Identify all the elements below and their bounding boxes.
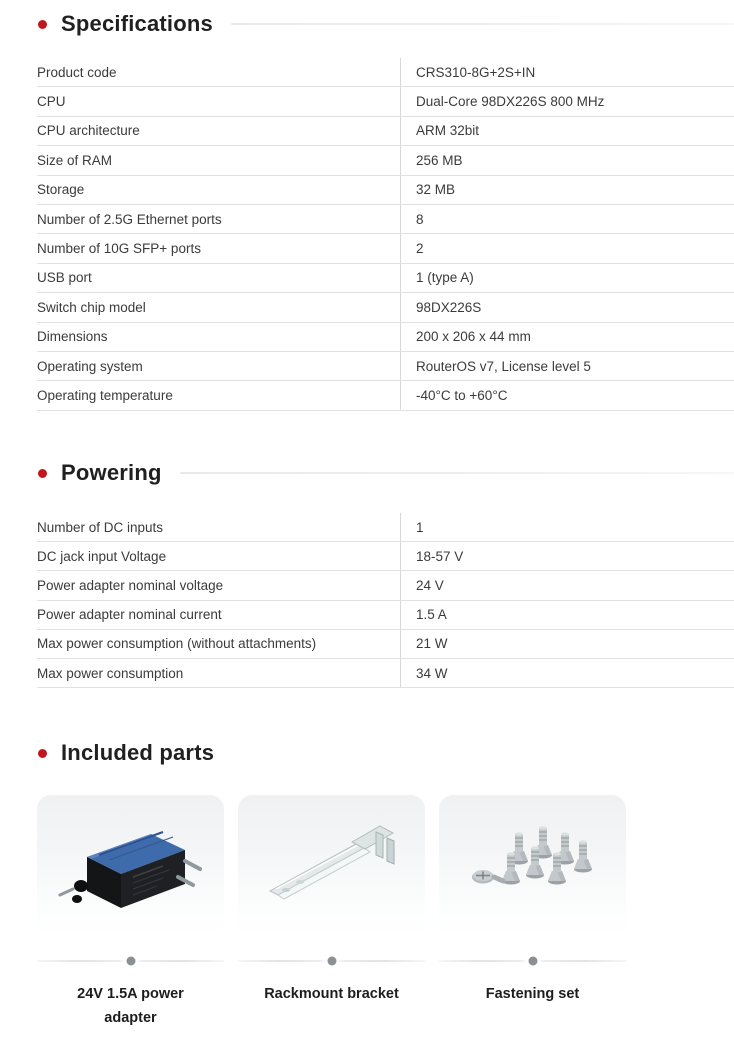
- spec-row: [37, 264, 734, 293]
- spec-row: [37, 293, 734, 322]
- spec-label: Number of DC inputs: [37, 519, 164, 535]
- spec-row: [37, 571, 734, 600]
- spec-row: [37, 234, 734, 263]
- powering-table: [37, 513, 734, 688]
- spec-label: Max power consumption: [37, 665, 184, 681]
- part-divider: [37, 956, 224, 966]
- spec-value: 21 W: [400, 630, 734, 658]
- spec-row: [37, 542, 734, 571]
- spec-value: -40°C to +60°C: [400, 381, 734, 409]
- specifications-table: [37, 58, 734, 411]
- spec-row: [37, 352, 734, 381]
- red-bullet-icon: [38, 20, 47, 29]
- spec-value: 18-57 V: [400, 542, 734, 570]
- spec-row: [37, 146, 734, 175]
- spec-value: 256 MB: [400, 146, 734, 174]
- spec-label: USB port: [37, 270, 92, 286]
- spec-row: [37, 323, 734, 352]
- section-title-included-parts: Included parts: [61, 740, 215, 765]
- spec-label: DC jack input Voltage: [37, 548, 167, 564]
- divider-dot-icon: [528, 957, 537, 966]
- spec-label: Product code: [37, 64, 117, 80]
- spec-row: [37, 58, 734, 87]
- spec-row: [37, 630, 734, 659]
- spec-value: 98DX226S: [400, 293, 734, 321]
- spec-row: [37, 205, 734, 234]
- spec-value: 1 (type A): [400, 264, 734, 292]
- spec-label: Power adapter nominal current: [37, 607, 222, 623]
- spec-value: 34 W: [400, 659, 734, 687]
- header-rule: [232, 752, 734, 754]
- section-title-powering: Powering: [61, 460, 162, 485]
- part-item-power-adapter: [37, 795, 224, 1030]
- spec-value: 24 V: [400, 571, 734, 599]
- spec-label: Operating system: [37, 358, 143, 374]
- spec-value: 2: [400, 234, 734, 262]
- spec-row: [37, 176, 734, 205]
- spec-label: Power adapter nominal voltage: [37, 577, 224, 593]
- spec-label: Dimensions: [37, 329, 108, 345]
- part-caption: 24V 1.5A power adapter: [77, 986, 184, 1026]
- part-caption: Fastening set: [485, 986, 580, 1002]
- spec-value: 32 MB: [400, 176, 734, 204]
- spec-value: 1.5 A: [400, 601, 734, 629]
- spec-row: [37, 117, 734, 146]
- spec-row: [37, 513, 734, 542]
- part-item-fastening-set: [439, 795, 626, 1030]
- spec-label: Switch chip model: [37, 299, 146, 315]
- section-header-included-parts: [38, 740, 734, 766]
- part-caption: Rackmount bracket: [264, 986, 399, 1002]
- part-card: [37, 795, 224, 936]
- rackmount-bracket-image: [252, 811, 412, 921]
- header-rule: [231, 23, 734, 25]
- spec-row: [37, 87, 734, 116]
- spec-value: CRS310-8G+2S+IN: [400, 58, 734, 86]
- header-rule: [180, 472, 734, 474]
- spec-label: Storage: [37, 182, 85, 198]
- part-divider: [439, 956, 626, 966]
- part-item-rackmount-bracket: [238, 795, 425, 1030]
- section-header-specifications: [38, 11, 734, 37]
- spec-value: RouterOS v7, License level 5: [400, 352, 734, 380]
- spec-label: Size of RAM: [37, 152, 113, 168]
- spec-label: Max power consumption (without attachments): [37, 636, 317, 652]
- section-header-powering: [38, 460, 734, 486]
- included-parts-list: [37, 795, 626, 1030]
- spec-label: Number of 2.5G Ethernet ports: [37, 211, 222, 227]
- spec-label: Number of 10G SFP+ ports: [37, 241, 201, 257]
- spec-value: 1: [400, 513, 734, 541]
- red-bullet-icon: [38, 749, 47, 758]
- spec-label: Operating temperature: [37, 387, 173, 403]
- spec-row: [37, 659, 734, 688]
- red-bullet-icon: [38, 469, 47, 478]
- spec-row: [37, 381, 734, 410]
- spec-label: CPU architecture: [37, 123, 140, 139]
- spec-row: [37, 601, 734, 630]
- spec-value: ARM 32bit: [400, 117, 734, 145]
- divider-dot-icon: [126, 957, 135, 966]
- spec-value: Dual-Core 98DX226S 800 MHz: [400, 87, 734, 115]
- fastening-set-image: [453, 811, 613, 921]
- part-card: [439, 795, 626, 936]
- power-adapter-image: [51, 811, 211, 921]
- spec-value: 8: [400, 205, 734, 233]
- section-title-specifications: Specifications: [61, 11, 213, 36]
- part-divider: [238, 956, 425, 966]
- part-card: [238, 795, 425, 936]
- divider-dot-icon: [327, 957, 336, 966]
- spec-value: 200 x 206 x 44 mm: [400, 323, 734, 351]
- spec-label: CPU: [37, 94, 66, 110]
